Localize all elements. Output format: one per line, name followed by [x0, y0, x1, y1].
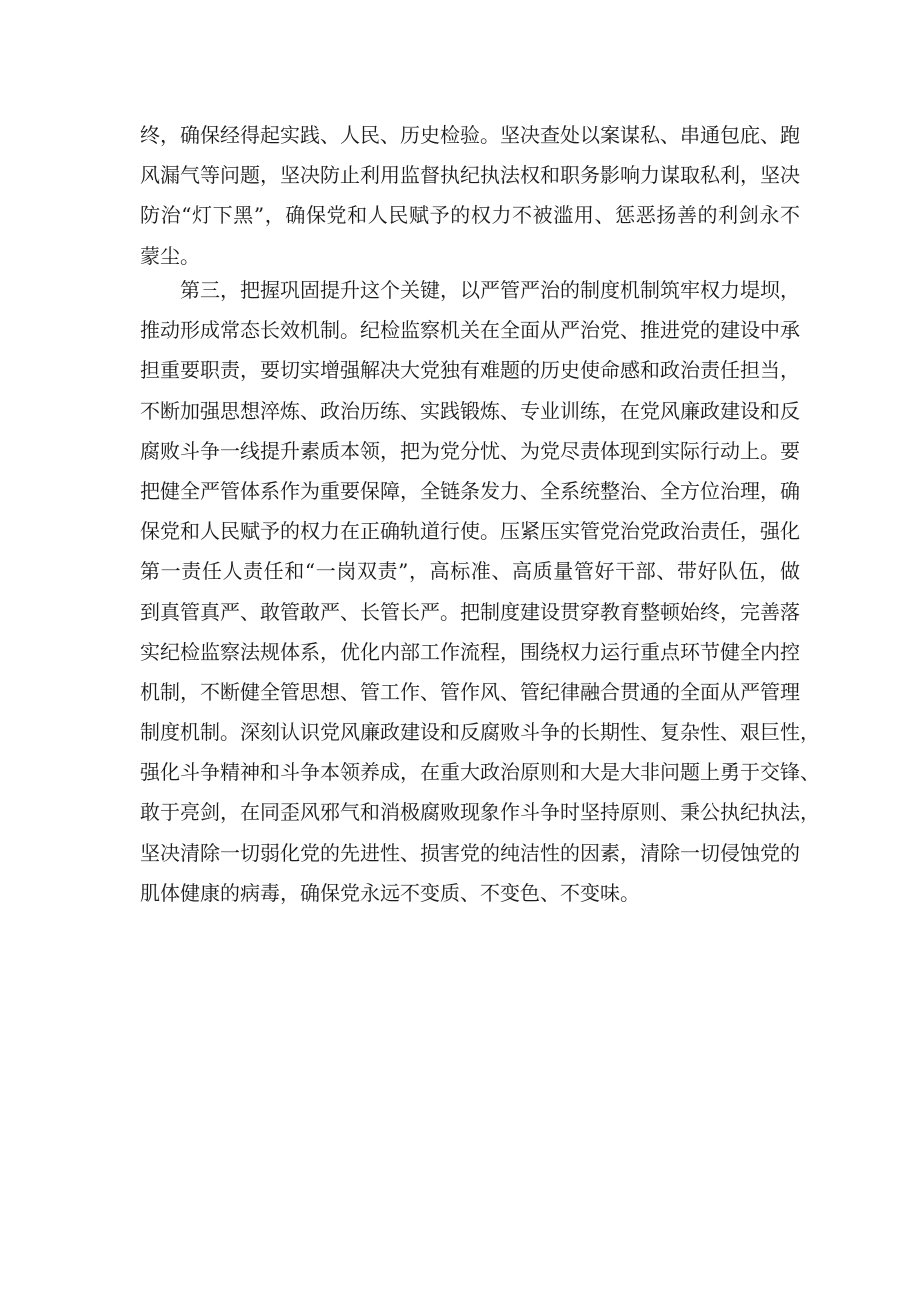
text-line: 敢于亮剑，在同歪风邪气和消极腐败现象作斗争时坚持原则、秉公执纪执法， — [140, 800, 820, 825]
text-line: 坚决清除一切弱化党的先进性、损害党的纯洁性的因素，清除一切侵蚀党的 — [140, 840, 800, 865]
text-line: 防治“灯下黑”，确保党和人民赋予的权力不被滥用、惩恶扬善的利剑永不 — [140, 203, 800, 228]
text-line: 机制，不断健全管思想、管工作、管作风、管纪律融合贯通的全面从严管理 — [140, 679, 800, 704]
text-line: 风漏气等问题，坚决防止利用监督执纪执法权和职务影响力谋取私利，坚决 — [140, 163, 800, 188]
text-line: 制度机制。深刻认识党风廉政建设和反腐败斗争的长期性、复杂性、艰巨性， — [140, 720, 820, 745]
text-line: 担重要职责，要切实增强解决大党独有难题的历史使命感和政治责任担当， — [140, 358, 800, 383]
text-line: 腐败斗争一线提升素质本领，把为党分忧、为党尽责体现到实际行动上。要 — [140, 438, 800, 463]
text-line: 推动形成常态长效机制。纪检监察机关在全面从严治党、推进党的建设中承 — [140, 318, 800, 343]
text-line: 实纪检监察法规体系，优化内部工作流程，围绕权力运行重点环节健全内控 — [140, 639, 800, 664]
text-line: 肌体健康的病毒，确保党永远不变质、不变色、不变味。 — [140, 880, 640, 905]
text-line: 把健全严管体系作为重要保障，全链条发力、全系统整治、全方位治理，确 — [140, 478, 800, 503]
text-line: 终，确保经得起实践、人民、历史检验。坚决查处以案谋私、串通包庇、跑 — [140, 123, 800, 147]
text-line: 蒙尘。 — [140, 243, 200, 268]
text-line: 第一责任人责任和“一岗双责”，高标准、高质量管好干部、带好队伍，做 — [140, 559, 800, 584]
text-line: 保党和人民赋予的权力在正确轨道行使。压紧压实管党治党政治责任，强化 — [140, 519, 800, 544]
paragraph-third-point — [140, 270, 820, 913]
text-line: 第三，把握巩固提升这个关键，以严管严治的制度机制筑牢权力堤坝， — [180, 278, 800, 302]
text-line: 不断加强思想淬炼、政治历练、实践锻炼、专业训练，在党风廉政建设和反 — [140, 398, 800, 423]
paragraph-continuation — [140, 115, 800, 276]
text-line: 到真管真严、敢管敢严、长管长严。把制度建设贯穿教育整顿始终，完善落 — [140, 599, 800, 624]
text-line: 强化斗争精神和斗争本领养成，在重大政治原则和大是大非问题上勇于交锋、 — [140, 760, 820, 785]
